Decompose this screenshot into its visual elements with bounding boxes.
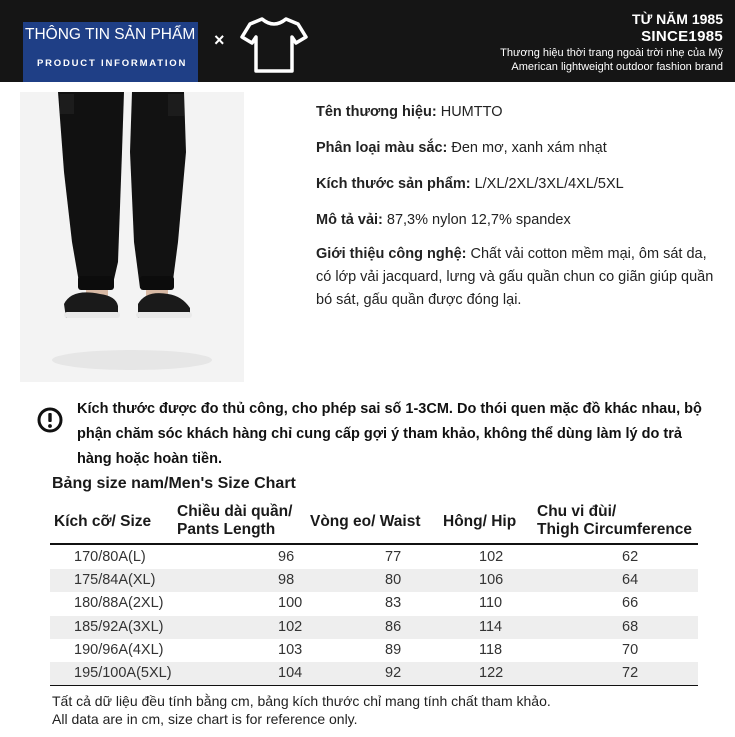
brand-since-block <box>500 11 723 74</box>
spec-fabric-label: Mô tả vải: <box>316 212 383 228</box>
table-cell: 102 <box>278 618 303 635</box>
table-cell: 83 <box>385 595 402 612</box>
table-cell: 175/84A(XL) <box>74 572 156 589</box>
table-row <box>50 569 698 592</box>
spec-brand <box>316 101 721 124</box>
measurement-notice: Kích thước được đo thủ công, cho phép sai số 1-3CM. Do thói quen mặc đồ khác nhau, bộ phận chăm sóc khách hàng chỉ cung cấp gợi ý tham khảo, không thể dùng làm lý do trả hàng hoặc hoàn tiền. <box>77 401 702 467</box>
spec-technology-value: Chất vải cotton mềm mại, ôm sát da, có lớp vải jacquard, lưng và gấu quần chun co giãn giúp quần bó sát, gấu quần được đóng lại. <box>316 246 714 308</box>
pants-illustration <box>20 92 244 382</box>
spec-fabric-value: 87,3% nylon 12,7% spandex <box>382 212 571 228</box>
table-cell: 104 <box>278 665 303 681</box>
tagline-en: American lightweight outdoor fashion brand <box>511 61 723 73</box>
spec-brand-label: Tên thương hiệu: <box>316 104 437 120</box>
table-cell: 185/92A(3XL) <box>74 618 164 635</box>
table-cell: 118 <box>479 641 503 658</box>
table-row <box>50 639 698 662</box>
tagline-vn: Thương hiệu thời trang ngoài trời nhẹ của Mỹ <box>500 47 723 59</box>
table-cell: 102 <box>479 549 504 565</box>
table-cell: 62 <box>622 549 639 565</box>
table-cell: 92 <box>385 665 402 681</box>
spec-brand-value: HUMTTO <box>436 104 503 120</box>
product-photo <box>20 92 244 382</box>
table-cell: 64 <box>622 572 639 589</box>
footnote-vn: Tất cả dữ liệu đều tính bằng cm, bảng kích thước chỉ mang tính chất tham khảo. <box>52 693 551 709</box>
table-cell: 70 <box>622 641 639 658</box>
table-cell: 103 <box>278 641 303 658</box>
table-row <box>50 662 698 685</box>
table-cell: 72 <box>622 665 639 681</box>
col-header-hip: Hông/ Hip <box>443 513 517 530</box>
spec-colors <box>316 137 721 160</box>
table-cell: 98 <box>278 572 295 589</box>
table-cell: 66 <box>622 595 639 612</box>
spec-sizes-label: Kích thước sản phẩm: <box>316 176 471 192</box>
table-cell: 170/80A(L) <box>74 549 146 565</box>
table-top-rule <box>50 543 698 545</box>
table-row <box>50 592 698 615</box>
table-cell: 106 <box>479 572 504 589</box>
table-cell: 80 <box>385 572 402 589</box>
table-cell: 89 <box>385 641 402 658</box>
footnote-en: All data are in cm, size chart is for reference only. <box>52 711 358 727</box>
spec-technology-label: Giới thiệu công nghệ: <box>316 246 467 262</box>
table-cell: 190/96A(4XL) <box>74 641 164 658</box>
col-header-thigh: Chu vi đùi/ Thigh Circumference <box>537 503 693 538</box>
table-row <box>50 546 698 569</box>
table-cell: 114 <box>479 618 503 635</box>
col-header-size: Kích cỡ/ Size <box>54 513 152 530</box>
table-cell: 77 <box>385 549 402 565</box>
since-vn: TỪ NĂM 1985 <box>632 11 723 27</box>
size-chart-title: Bảng size nam/Men's Size Chart <box>52 475 296 492</box>
table-cell: 68 <box>622 618 639 635</box>
exclamation-circle-icon <box>37 407 63 433</box>
spec-sizes-value: L/XL/2XL/3XL/4XL/5XL <box>470 176 624 192</box>
size-chart-footnote <box>52 692 551 728</box>
since-en: SINCE1985 <box>641 28 723 45</box>
table-cell: 195/100A(5XL) <box>74 665 172 681</box>
header-band <box>0 0 735 82</box>
spec-colors-label: Phân loại màu sắc: <box>316 140 448 156</box>
table-cell: 86 <box>385 618 402 635</box>
table-cell: 96 <box>278 549 295 565</box>
tshirt-icon <box>240 15 308 75</box>
table-row <box>50 616 698 639</box>
col-header-waist: Vòng eo/ Waist <box>310 513 421 530</box>
col-header-pants-length: Chiều dài quần/ Pants Length <box>177 503 293 538</box>
table-cell: 100 <box>278 595 303 612</box>
table-bottom-rule <box>50 685 698 686</box>
title-vn: THÔNG TIN SẢN PHẨM <box>25 26 196 43</box>
spec-colors-value: Đen mơ, xanh xám nhạt <box>447 140 607 156</box>
spec-fabric <box>316 209 721 232</box>
table-cell: 180/88A(2XL) <box>74 595 164 612</box>
table-cell: 110 <box>479 595 503 612</box>
product-info-title-box <box>23 22 198 82</box>
spec-sizes <box>316 173 721 196</box>
separator: × <box>214 30 225 50</box>
spec-technology <box>316 243 721 312</box>
title-en: PRODUCT INFORMATION <box>37 58 188 69</box>
table-cell: 122 <box>479 665 504 681</box>
